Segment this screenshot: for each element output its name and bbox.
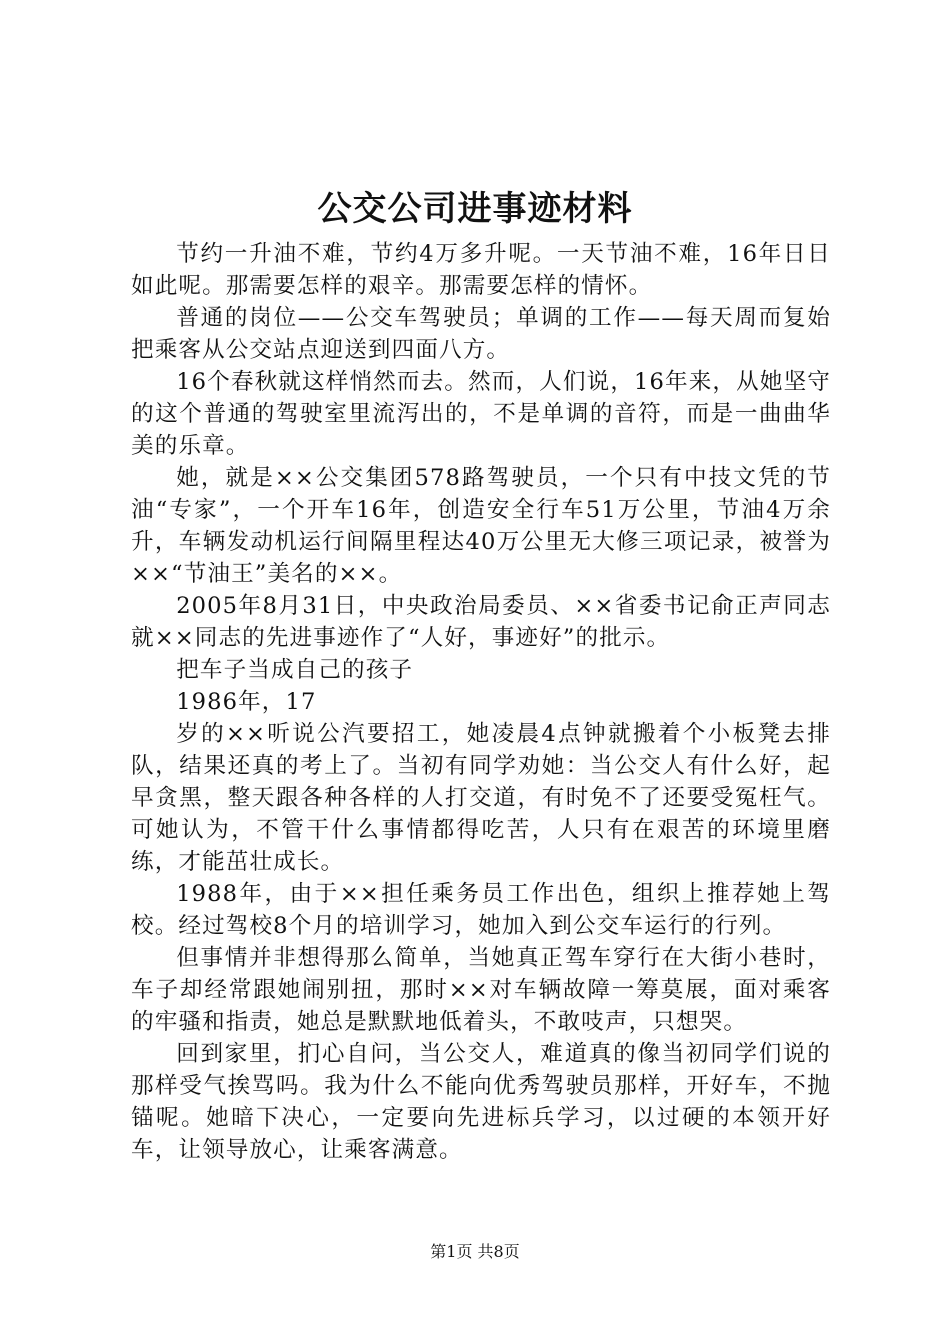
paragraph: 2005年8月31日，中央政治局委员、××省委书记俞正声同志就××同志的先进事迹作了“人好，事迹好”的批示。	[131, 593, 831, 651]
paragraph: 但事情并非想得那么简单，当她真正驾车穿行在大街小巷时，车子却经常跟她闹别扭，那时××对车辆故障一筹莫展，面对乘客的牢骚和指责，她总是默默地低着头，不敢吱声，只想哭。	[131, 945, 831, 1035]
paragraph: 普通的岗位——公交车驾驶员；单调的工作——每天周而复始把乘客从公交站点迎送到四面八方。	[131, 305, 831, 363]
section-heading: 把车子当成自己的孩子	[176, 657, 414, 683]
paragraph: 岁的××听说公汽要招工，她凌晨4点钟就搬着个小板凳去排队，结果还真的考上了。当初有同学劝她：当公交人有什么好，起早贪黑，整天跟各种各样的人打交道，有时免不了还要受冤枉气。可她认为，不管干什么事情都得吃苦，人只有在艰苦的环境里磨练，才能茁壮成长。	[131, 721, 831, 875]
document-title: 公交公司进事迹材料	[317, 189, 633, 229]
paragraph: 1988年，由于××担任乘务员工作出色，组织上推荐她上驾校。经过驾校8个月的培训学习，她加入到公交车运行的行列。	[131, 881, 831, 939]
paragraph: 16个春秋就这样悄然而去。然而，人们说，16年来，从她坚守的这个普通的驾驶室里流泻出的，不是单调的音符，而是一曲曲华美的乐章。	[131, 369, 831, 459]
paragraph: 她，就是××公交集团578路驾驶员，一个只有中技文凭的节油“专家”，一个开车16年，创造安全行车51万公里，节油4万余升，车辆发动机运行间隔里程达40万公里无大修三项记录，被誉为××“节油王”美名的××。	[131, 465, 831, 587]
page-number-footer: 第1页 共8页	[430, 1242, 520, 1261]
paragraph: 回到家里，扪心自问，当公交人，难道真的像当初同学们说的那样受气挨骂吗。我为什么不能向优秀驾驶员那样，开好车，不抛锚呢。她暗下决心，一定要向先进标兵学习，以过硬的本领开好车，让领导放心，让乘客满意。	[131, 1041, 831, 1163]
paragraph: 1986年，17	[176, 689, 317, 715]
paragraph: 节约一升油不难，节约4万多升呢。一天节油不难，16年日日如此呢。那需要怎样的艰辛。那需要怎样的情怀。	[131, 241, 831, 299]
document-body	[131, 238, 831, 1166]
